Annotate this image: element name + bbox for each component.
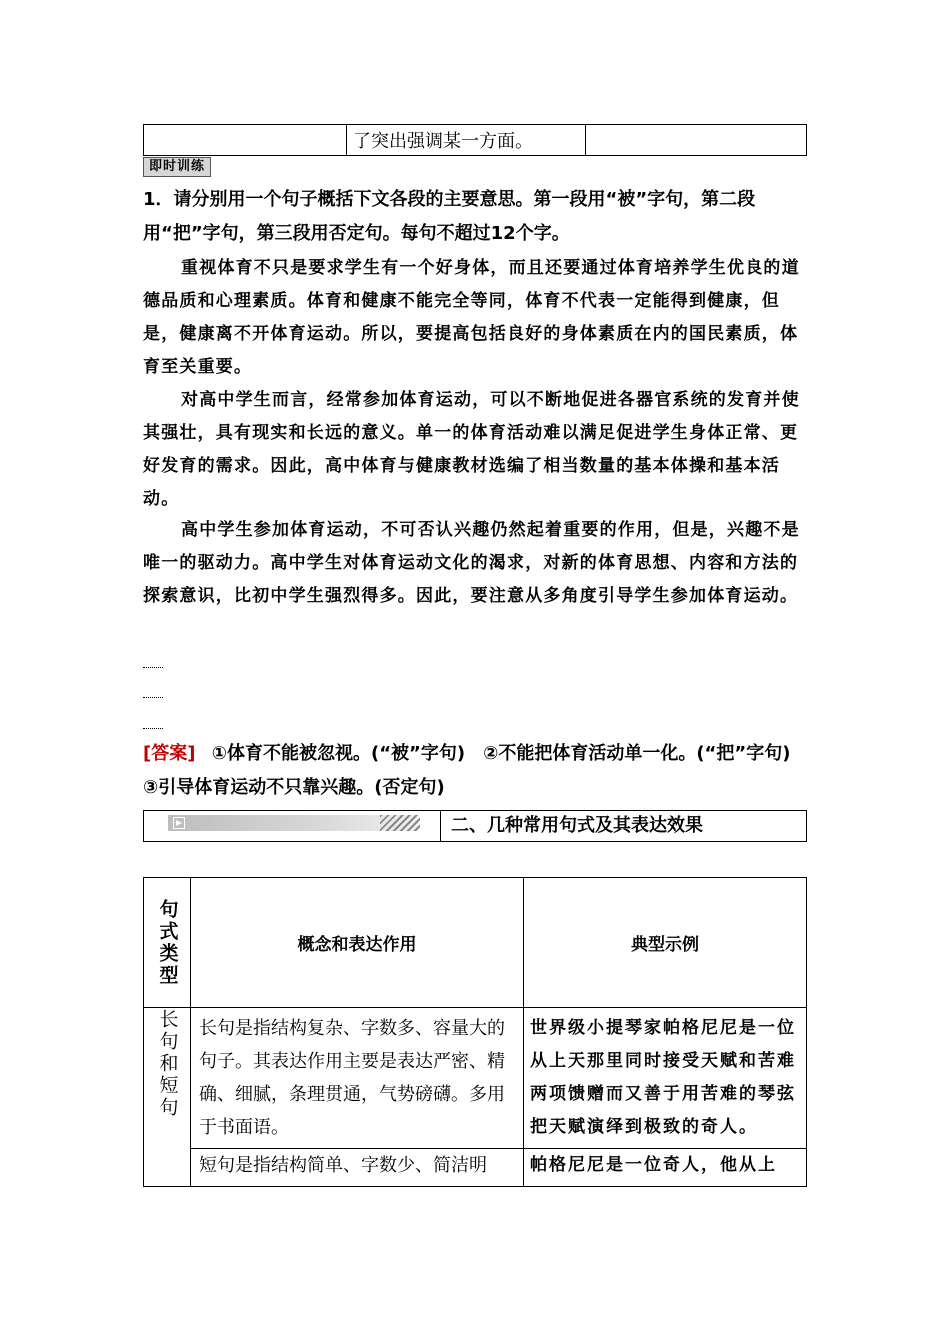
row-example-long: 世界级小提琴家帕格尼尼是一位从上天那里同时接受天赋和苦难两项馈赠而又善于用苦难的琴弦把天赋演绎到极致的奇人。 [524,1008,807,1149]
sentence-types-table [143,877,807,1187]
row-concept-long: 长句是指结构复杂、字数多、容量大的句子。其表达作用主要是表达严密、精确、细腻，条理贯通，气势磅礴。多用于书面语。 [191,1008,524,1149]
question-text: 1．请分别用一个句子概括下文各段的主要意思。第一段用“被”字句，第二段用“把”字句，第三段用否定句。每句不超过12个字。 [143,189,756,244]
section-header [143,810,807,842]
header-type [144,878,191,1008]
header-example: 典型示例 [524,878,807,1008]
header-concept: 概念和表达作用 [191,878,524,1008]
stripes-decoration [380,815,420,831]
row-example-short: 帕格尼尼是一位奇人，他从上 [524,1149,807,1187]
row-type-cell [144,1008,191,1187]
table-row [144,1008,807,1149]
answer-block [143,737,807,805]
section-decoration [144,811,441,841]
top-cell-left [144,125,347,156]
row-type-label: 长句和短句 [156,1009,179,1119]
exercise-tag: 即时训练 [143,157,211,177]
passage-paragraph-1: 重视体育不只是要求学生有一个好身体，而且还要通过体育培养学生优良的道德品质和心理素质。体育和健康不能完全等同，体育不代表一定能得到健康，但是，健康离不开体育运动。所以，要提高包括良好的身体素质在内的国民素质，体育至关重要。 [143,258,800,377]
table-header-row [144,878,807,1008]
header-type-label: 句式类型 [156,898,179,987]
top-table-fragment [143,124,807,156]
answer-blank-line-1 [143,667,163,668]
row-concept-short: 短句是指结构简单、字数少、简洁明 [191,1149,524,1187]
table-row [144,1149,807,1187]
section-title: 二、几种常用句式及其表达效果 [451,815,703,836]
answer-text: ①体育不能被忽视。(“被”字句) ②不能把体育活动单一化。(“把”字句) ③引导体育运动不只靠兴趣。(否定句) [143,743,809,798]
answer-blank-line-3 [143,728,163,729]
passage-paragraph-3: 高中学生参加体育运动，不可否认兴趣仍然起着重要的作用，但是，兴趣不是唯一的驱动力。高中学生对体育运动文化的渴求，对新的体育思想、内容和方法的探索意识，比初中学生强烈得多。因此，要注意从多角度引导学生参加体育运动。 [143,520,800,606]
top-cell-middle: 了突出强调某一方面。 [347,125,586,156]
answer-blank-line-2 [143,697,163,698]
passage-paragraph-2: 对高中学生而言，经常参加体育运动，可以不断地促进各器官系统的发育并使其强壮，具有现实和长远的意义。单一的体育活动难以满足促进学生身体正常、更好发育的需求。因此，高中体育与健康教材选编了相当数量的基本体操和基本活动。 [143,390,800,509]
top-cell-right [586,125,807,156]
answer-label: [答案] [143,743,196,764]
play-icon: ▶ [173,817,185,829]
